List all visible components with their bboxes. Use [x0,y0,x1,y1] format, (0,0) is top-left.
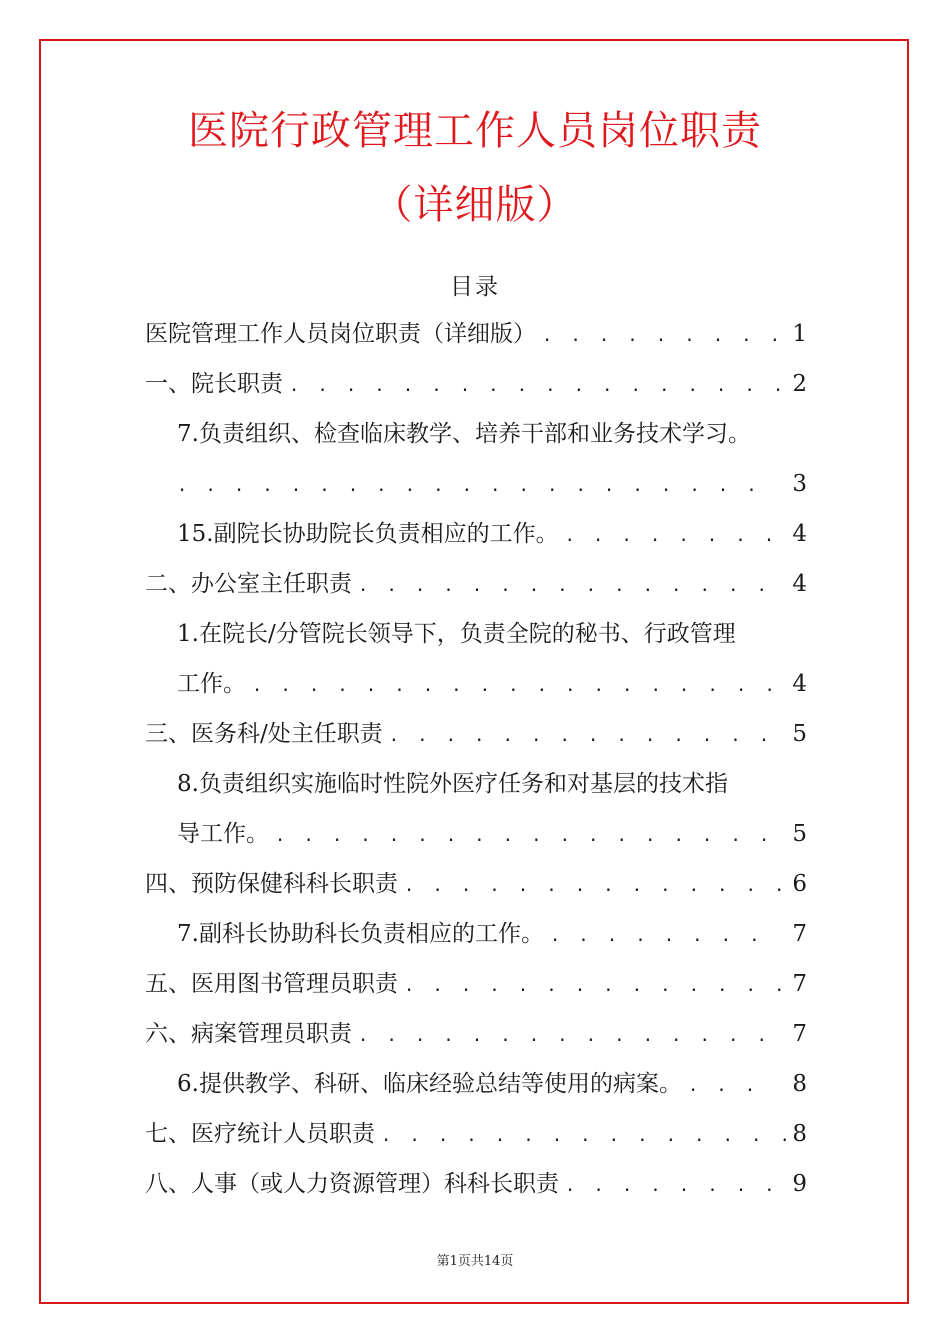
toc-page-number: 6 [792,871,807,897]
toc-page-number: 8 [792,1071,807,1097]
toc-leader [550,911,772,961]
toc-leader [358,1011,786,1061]
toc-entry-text: 7.副科长协助科长负责相应的工作。 [177,921,544,947]
toc-leader [542,311,786,361]
page-footer: 第1页共14页 [436,1254,514,1269]
toc-leader [275,811,772,861]
toc-entry[interactable] [145,1159,807,1209]
toc-leader [358,561,786,611]
toc-entry[interactable] [145,1059,807,1109]
toc-entry[interactable] [145,859,807,909]
toc-leader [565,1161,786,1211]
toc-entry[interactable] [145,1109,807,1159]
toc-entry-text: 15.副院长协助院长负责相应的工作。 [177,521,559,547]
toc-page-number: 4 [792,521,807,547]
toc-leader [389,711,787,761]
toc-page-number: 5 [792,721,807,747]
toc-page-number: 7 [792,1021,807,1047]
toc-entry-text: 三、医务科/处主任职责 [145,721,383,747]
toc-page-number: 3 [792,471,807,497]
toc-entry[interactable] [145,359,807,409]
toc-entry-text: 六、病案管理员职责 [145,1021,352,1047]
table-of-contents [145,309,807,1209]
toc-entry-text: 导工作。 [177,821,269,847]
toc-entry-text: 二、办公室主任职责 [145,571,352,597]
toc-leader [688,1061,772,1111]
toc-page-number: 2 [792,371,807,397]
toc-entry-text: 五、医用图书管理员职责 [145,971,398,997]
toc-entry-text[interactable]: 7.负责组织、检查临床教学、培养干部和业务技术学习。 [177,421,751,447]
toc-entry-text: 四、预防保健科科长职责 [145,871,398,897]
document-title: 医院行政管理工作人员岗位职责 [188,108,762,154]
toc-page-number: 8 [792,1121,807,1147]
toc-leader [404,861,786,911]
toc-entry-text: 七、医疗统计人员职责 [145,1121,375,1147]
toc-entry-text: 一、院长职责 [145,371,283,397]
toc-entry-text: 医院管理工作人员岗位职责（详细版） [145,321,536,347]
toc-entry[interactable] [145,509,807,559]
toc-entry[interactable] [145,909,807,959]
toc-page-number: 4 [792,671,807,697]
toc-page-number: 4 [792,571,807,597]
toc-entry[interactable] [145,459,807,509]
toc-entry[interactable] [145,1009,807,1059]
toc-entry[interactable] [145,559,807,609]
toc-entry-text: 八、人事（或人力资源管理）科科长职责 [145,1171,559,1197]
toc-entry[interactable] [145,959,807,1009]
toc-entry-text: 工作。 [177,671,246,697]
toc-page-number: 7 [792,921,807,947]
toc-heading: 目录 [450,274,500,300]
toc-entry-text: 6.提供教学、科研、临床经验总结等使用的病案。 [177,1071,682,1097]
toc-leader [289,361,786,411]
toc-entry[interactable] [145,309,807,359]
document-subtitle: （详细版） [372,182,578,228]
toc-entry[interactable] [145,809,807,859]
toc-page-number: 1 [792,321,807,347]
toc-page-number: 7 [792,971,807,997]
toc-entry[interactable] [145,659,807,709]
toc-entry-text[interactable]: 8.负责组织实施临时性院外医疗任务和对基层的技术指 [177,771,728,797]
toc-leader [252,661,772,711]
toc-leader [565,511,773,561]
toc-entry-text[interactable]: 1.在院长/分管院长领导下，负责全院的秘书、行政管理 [177,621,736,647]
toc-leader [381,1111,786,1161]
toc-leader [404,961,786,1011]
toc-page-number: 9 [792,1171,807,1197]
toc-entry[interactable] [145,709,807,759]
toc-leader [177,461,772,511]
toc-page-number: 5 [792,821,807,847]
